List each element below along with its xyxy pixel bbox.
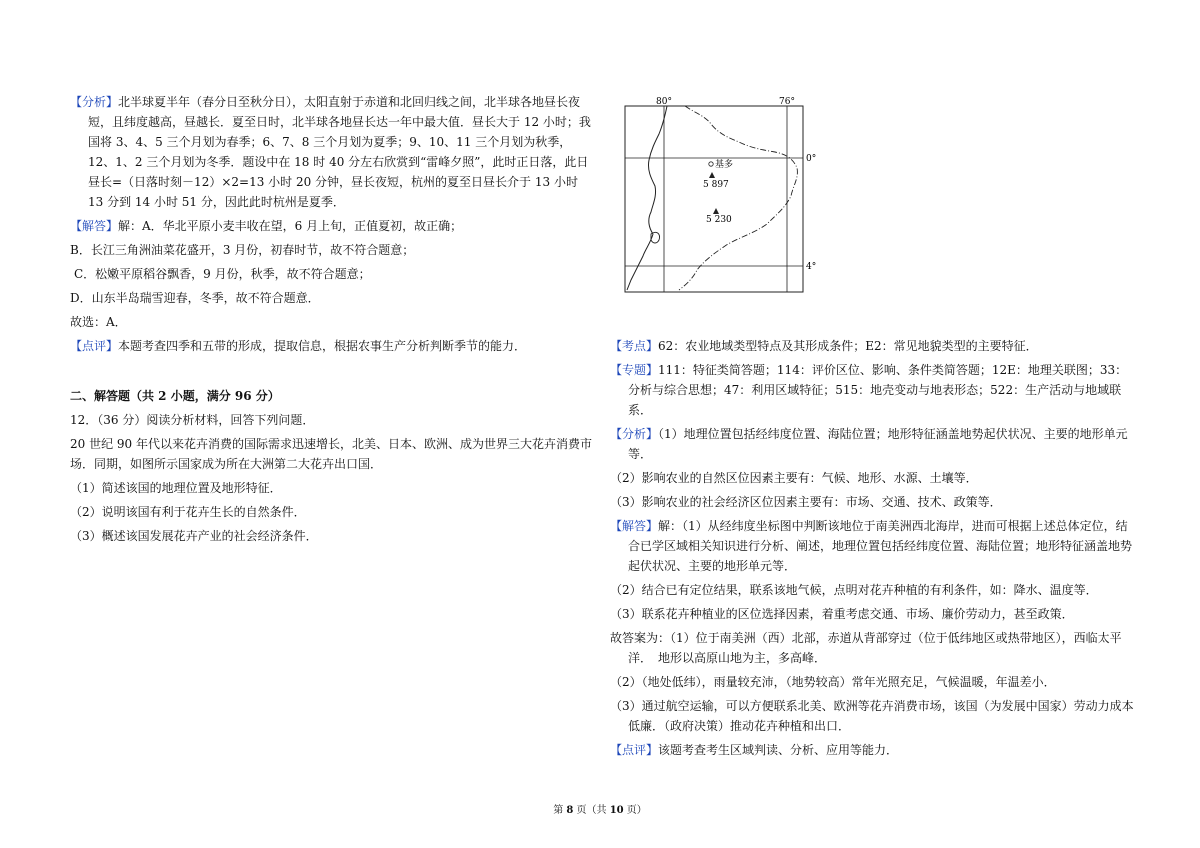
dianping-tag: 【点评】 bbox=[610, 743, 659, 757]
page-number: 8 bbox=[566, 805, 574, 816]
kaodian-tag: 【考点】 bbox=[610, 339, 659, 353]
analysis-paragraph bbox=[70, 92, 592, 212]
jieda-text: 解：（1）从经纬度坐标图中判断该地位于南美洲西北海岸，进而可根据上述总体定位，结合已学区域相关知识进行分析、阐述，地理位置包括经纬度位置、海陆位置；地形特征涵盖地势起伏状况、主要的地形单元等． bbox=[628, 519, 1133, 573]
answer-text: 解：A．华北平原小麦丰收在望，6 月上旬，正值夏初，故正确； bbox=[118, 219, 463, 233]
material-text: 20 世纪 90 年代以来花卉消费的国际需求迅速增长，北美、日本、欧洲、成为世界三大花卉消费市场．同期，如图所示国家成为所在大洲第二大花卉出口国． bbox=[70, 437, 592, 471]
jieda-tag: 【解答】 bbox=[610, 519, 659, 533]
jieda-paragraph bbox=[610, 516, 1135, 576]
zhuanti-tag: 【专题】 bbox=[610, 363, 659, 377]
question-12: 12．（36 分）阅读分析材料，回答下列问题． bbox=[70, 413, 315, 427]
kaodian-text: 62：农业地域类型特点及其形成条件；E2：常见地貌类型的主要特征． bbox=[658, 339, 1038, 353]
section-title: 二、解答题（共 2 小题，满分 96 分） bbox=[70, 389, 280, 403]
lat-label-0: 0° bbox=[806, 154, 817, 164]
lon-label-76: 76° bbox=[779, 97, 795, 107]
answer-3: （3）通过航空运输，可以方便联系北美、欧洲等花卉消费市场，该国（为发展中国家）劳动力成本低廉．（政府决策）推动花卉种植和出口． bbox=[610, 699, 1134, 733]
page-footer bbox=[0, 804, 1200, 818]
page-total: 10 bbox=[609, 805, 624, 816]
zhuanti-paragraph bbox=[610, 360, 1135, 420]
comment-tag: 【点评】 bbox=[70, 339, 119, 353]
ecuador-map bbox=[607, 94, 822, 308]
choice-line: 故选：A． bbox=[70, 315, 127, 329]
fenxi-text: （1）地理位置包括经纬度位置、海陆位置；地形特征涵盖地势起伏状况、主要的地形单元等． bbox=[628, 427, 1128, 461]
footer-prefix: 第 bbox=[553, 805, 567, 816]
analysis-tag: 【分析】 bbox=[70, 95, 119, 109]
city-label: 基多 bbox=[715, 160, 734, 170]
dianping-text: 该题考查考生区域判读、分析、应用等能力． bbox=[658, 743, 899, 757]
answer-paragraph bbox=[70, 216, 592, 236]
footer-mid: 页（共 bbox=[573, 805, 610, 816]
answer-1: 故答案为：（1）位于南美洲（西）北部，赤道从背部穿过（位于低纬地区或热带地区），西临太平洋． 地形以高原山地为主，多高峰． bbox=[610, 631, 1122, 665]
analysis-text: 北半球夏半年（春分日至秋分日），太阳直射于赤道和北回归线之间，北半球各地昼长夜短，且纬度越高，昼越长．夏至日时，北半球各地昼长达一年中最大值．昼长大于 12 小时；我国将 3、4、5 三个月划为春季；6、7、8 三个月划为夏季；9、10、11 三个月划为秋季，12、1、2 三个月划为冬季．题设中在 18 时 40 分左右欣赏到“雷峰夕照”，此时正日落，此日昼长=（日落时刻－12）×2=13 小时 20 分钟，昼长夜短，杭州的夏至日昼长介于 13 小时 13 分到 14 小时 51 分，因此此时杭州是夏季． bbox=[88, 95, 591, 209]
jieda-line-2: （2）结合已有定位结果，联系该地气候，点明对花卉种植的有利条件，如：降水、温度等． bbox=[610, 583, 1098, 597]
left-column bbox=[70, 92, 592, 550]
answer-2: （2）（地处低纬），雨量较充沛，（地势较高）常年光照充足，气候温暖，年温差小． bbox=[610, 675, 1056, 689]
zhuanti-text: 111：特征类简答题；114：评价区位、影响、条件类简答题；12E：地理关联图；33：分析与综合思想；47：利用区域特征；515：地壳变动与地表形态；522：生产活动与地域联系． bbox=[628, 363, 1128, 417]
peak-marker-1 bbox=[709, 172, 715, 178]
fenxi-paragraph bbox=[610, 424, 1135, 464]
comment-text: 本题考查四季和五带的形成，提取信息，根据农事生产分析判断季节的能力． bbox=[118, 339, 527, 353]
option-d: D．山东半岛瑞雪迎春，冬季，故不符合题意． bbox=[70, 291, 320, 305]
city-marker bbox=[709, 162, 713, 166]
subquestion-2: （2）说明该国有利于花卉生长的自然条件． bbox=[70, 505, 306, 519]
option-c: C．松嫩平原稻谷飘香，9 月份，秋季，故不符合题意； bbox=[74, 267, 371, 281]
subquestion-3: （3）概述该国发展花卉产业的社会经济条件． bbox=[70, 529, 318, 543]
dianping-paragraph bbox=[610, 740, 1135, 760]
right-column bbox=[610, 336, 1135, 764]
peak-label-1: 5 897 bbox=[703, 180, 729, 190]
peak-marker-2 bbox=[713, 208, 719, 214]
kaodian-paragraph bbox=[610, 336, 1135, 356]
comment-paragraph bbox=[70, 336, 592, 356]
coastline bbox=[627, 106, 667, 290]
fenxi-tag: 【分析】 bbox=[610, 427, 659, 441]
map-frame bbox=[625, 106, 803, 292]
lon-label-80: 80° bbox=[656, 97, 672, 107]
jieda-line-3: （3）联系花卉种植业的区位选择因素，着重考虑交通、市场、廉价劳动力，甚至政策． bbox=[610, 607, 1074, 621]
country-border bbox=[679, 106, 797, 290]
lat-label-4: 4° bbox=[806, 262, 817, 272]
fenxi-line-2: （2）影响农业的自然区位因素主要有：气候、地形、水源、土壤等． bbox=[610, 471, 978, 485]
answer-tag: 【解答】 bbox=[70, 219, 119, 233]
fenxi-line-3: （3）影响农业的社会经济区位因素主要有：市场、交通、技术、政策等． bbox=[610, 495, 1002, 509]
option-b: B．长江三角洲油菜花盛开，3 月份，初春时节，故不符合题意； bbox=[70, 243, 415, 257]
peak-label-2: 5 230 bbox=[706, 215, 732, 225]
footer-suffix: 页） bbox=[623, 805, 647, 816]
subquestion-1: （1）简述该国的地理位置及地形特征． bbox=[70, 481, 282, 495]
